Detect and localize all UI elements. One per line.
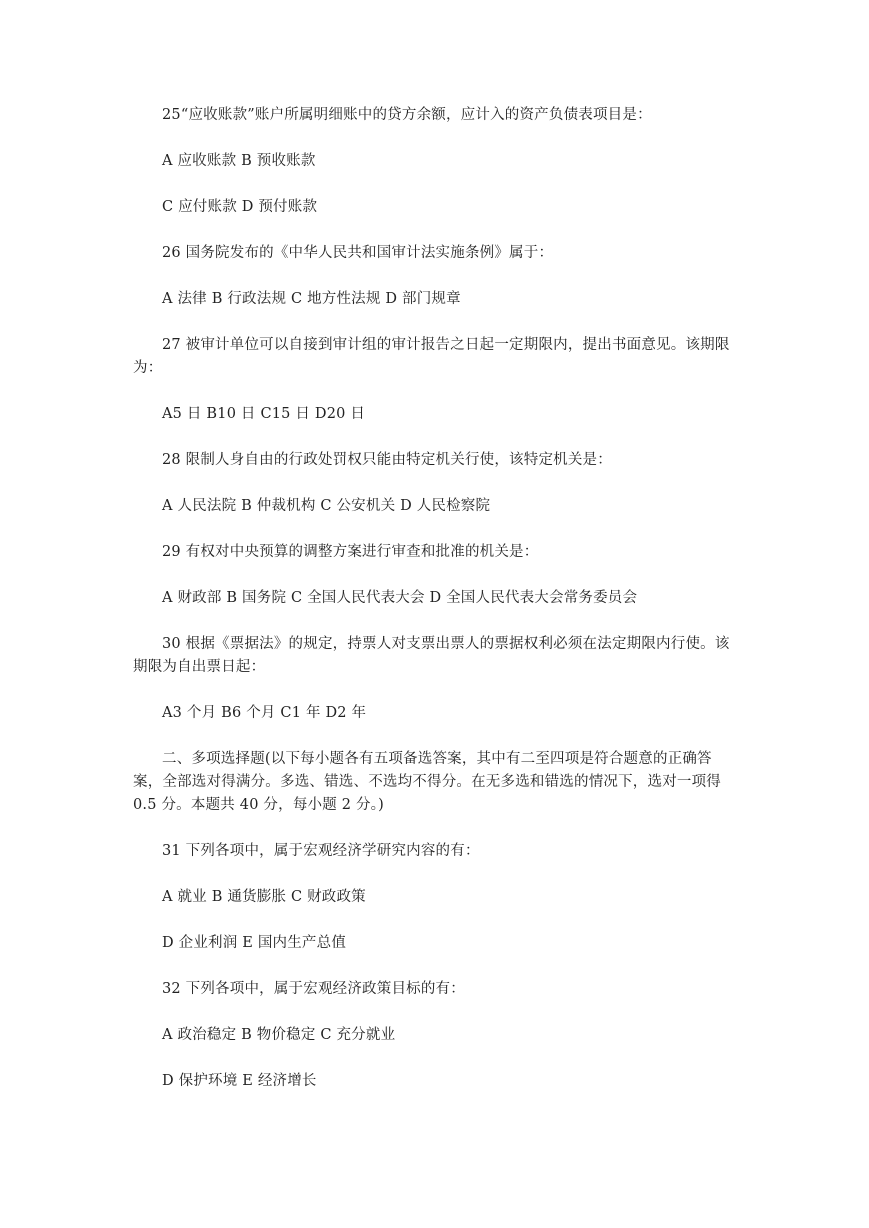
question-30-stem: 30 根据《票据法》的规定，持票人对支票出票人的票据权利必须在法定期限内行使。该期限为自出票日起： bbox=[133, 636, 730, 675]
document-body bbox=[133, 104, 736, 1093]
question-32-options-abc: A 政治稳定 B 物价稳定 C 充分就业 bbox=[162, 1027, 396, 1043]
question-25-options-ab: A 应收账款 B 预收账款 bbox=[162, 153, 316, 169]
section-heading-multiple-choice: 二、多项选择题(以下每小题各有五项备选答案，其中有二至四项是符合题意的正确答案，全部选对得满分。多选、错选、不选均不得分。在无多选和错选的情况下，选对一项得 0.5 分。本题共 40 分，每小题 2 分。) bbox=[133, 751, 721, 813]
question-27-stem: 27 被审计单位可以自接到审计组的审计报告之日起一定期限内，提出书面意见。该期限为： bbox=[133, 337, 730, 376]
question-31-options-de: D 企业利润 E 国内生产总值 bbox=[162, 935, 347, 951]
question-31-stem: 31 下列各项中，属于宏观经济学研究内容的有： bbox=[162, 843, 480, 859]
question-32-options-de: D 保护环境 E 经济增长 bbox=[162, 1073, 317, 1089]
question-29-stem: 29 有权对中央预算的调整方案进行审查和批准的机关是： bbox=[162, 544, 539, 560]
question-32-stem: 32 下列各项中，属于宏观经济政策目标的有： bbox=[162, 981, 465, 997]
question-26-options: A 法律 B 行政法规 C 地方性法规 D 部门规章 bbox=[162, 291, 461, 307]
question-25-options-cd: C 应付账款 D 预付账款 bbox=[162, 199, 318, 215]
question-29-options: A 财政部 B 国务院 C 全国人民代表大会 D 全国人民代表大会常务委员会 bbox=[162, 590, 638, 606]
question-28-stem: 28 限制人身自由的行政处罚权只能由特定机关行使，该特定机关是： bbox=[162, 452, 612, 468]
question-30-options: A3 个月 B6 个月 C1 年 D2 年 bbox=[162, 705, 367, 721]
question-28-options: A 人民法院 B 仲裁机构 C 公安机关 D 人民检察院 bbox=[162, 498, 491, 514]
question-26-stem: 26 国务院发布的《中华人民共和国审计法实施条例》属于： bbox=[162, 245, 554, 261]
question-31-options-abc: A 就业 B 通货膨胀 C 财政政策 bbox=[162, 889, 366, 905]
question-27-options: A5 日 B10 日 C15 日 D20 日 bbox=[162, 406, 366, 422]
question-25-stem: 25“应收账款”账户所属明细账中的贷方余额，应计入的资产负债表项目是： bbox=[162, 107, 652, 123]
